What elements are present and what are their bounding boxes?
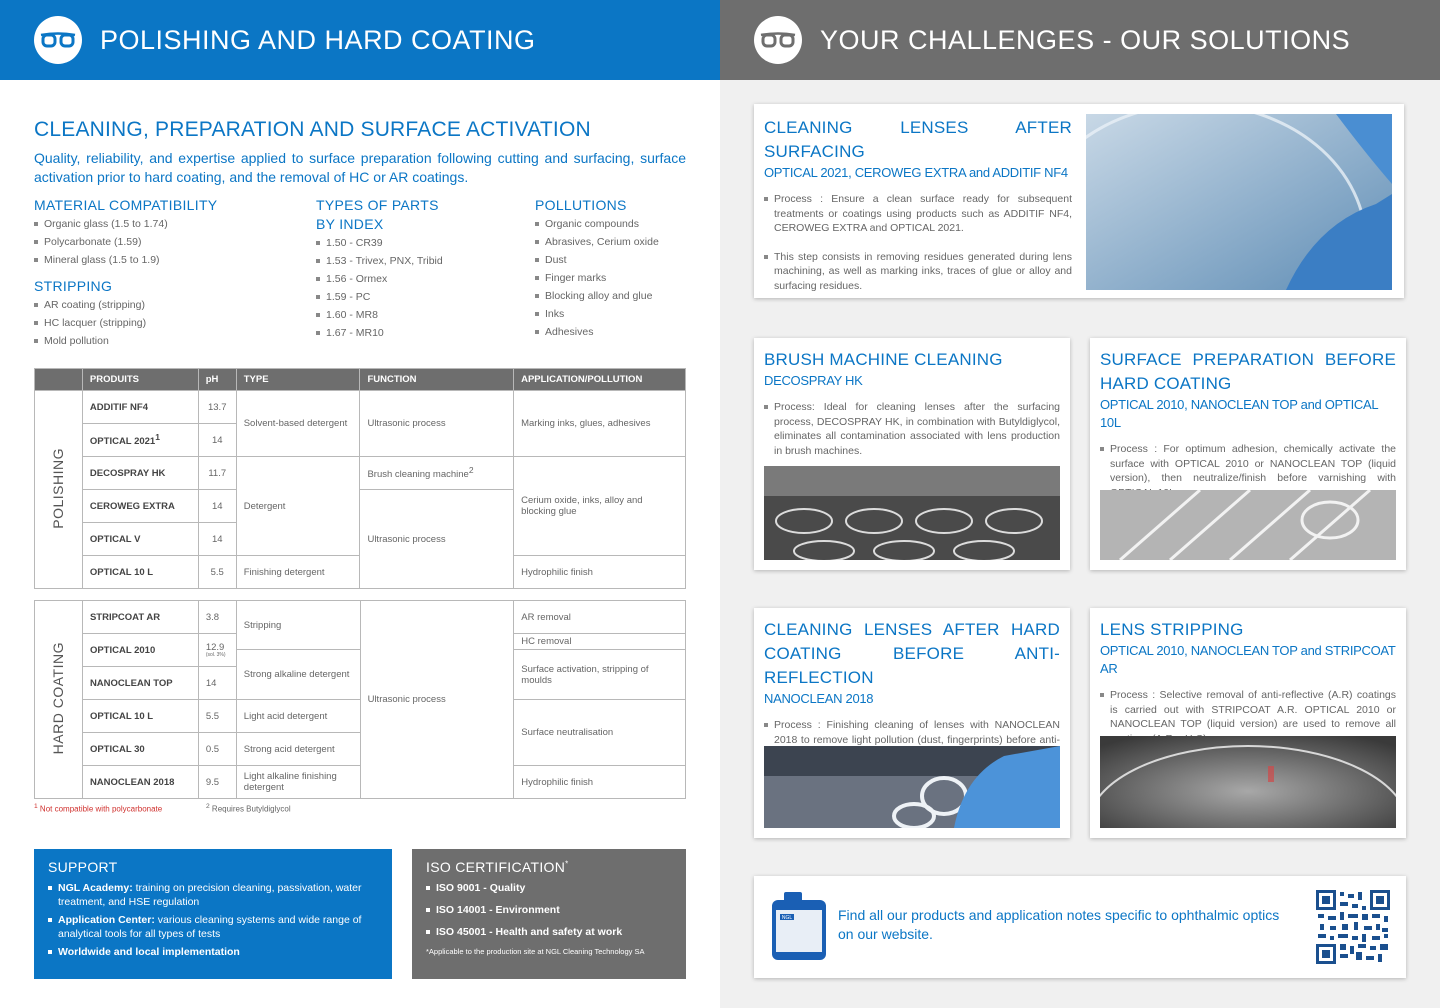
list-item: Organic glass (1.5 to 1.74) <box>34 215 284 233</box>
card-surface-prep <box>1090 338 1406 570</box>
material-section <box>34 196 284 350</box>
function-cell: Ultrasonic process <box>360 391 514 457</box>
card-title: SURFACE PREPARATION BEFORE HARD COATING <box>1100 350 1396 393</box>
stripping-title: STRIPPING <box>34 278 113 294</box>
application-cell: Surface neutralisation <box>514 700 686 766</box>
pollutions-section <box>535 196 695 341</box>
list-item: Dust <box>535 251 695 269</box>
ph-cell: 14 <box>198 667 236 700</box>
application-cell: Cerium oxide, inks, alloy and blocking glue <box>514 457 686 556</box>
type-cell: Strong alkaline detergent <box>236 650 360 700</box>
product-cell: OPTICAL 2010 <box>82 634 198 667</box>
product-cell: DECOSPRAY HK <box>82 457 198 490</box>
lens-rack-photo <box>1100 490 1396 560</box>
list-item: ISO 45001 - Health and safety at work <box>426 925 672 939</box>
table-row <box>35 700 686 733</box>
material-title: MATERIAL COMPATIBILITY <box>34 197 218 213</box>
types-title-2: BY INDEX <box>316 216 384 232</box>
card-text: Process : Finishing cleaning of lenses with NANOCLEAN 2018 to remove light pollution (dust, fingerprints) before anti- <box>764 718 1060 762</box>
lens-photo <box>1086 114 1392 290</box>
support-box <box>34 849 392 979</box>
list-item: 1.50 - CR39 <box>316 234 516 252</box>
ph-cell: 14 <box>198 424 236 457</box>
types-section <box>316 196 516 342</box>
application-cell: Marking inks, glues, adhesives <box>514 391 686 457</box>
card-title: CLEANING LENSES AFTER SURFACING <box>764 118 1072 161</box>
col-products: PRODUITS <box>82 369 198 391</box>
table-row <box>35 601 686 634</box>
ph-cell: 11.7 <box>198 457 236 490</box>
polishing-label: POLISHING <box>35 391 83 589</box>
list-item: Adhesives <box>535 323 695 341</box>
ph-cell: 0.5 <box>198 733 236 766</box>
glasses-icon <box>34 16 82 64</box>
brush-machine-photo <box>764 466 1060 560</box>
table-row <box>35 457 686 490</box>
col-type: TYPE <box>236 369 360 391</box>
card-subtitle: OPTICAL 2010, NANOCLEAN TOP and STRIPCOAT AR <box>1100 643 1396 676</box>
card-subtitle: DECOSPRAY HK <box>764 373 863 388</box>
card-lens-stripping <box>1090 608 1406 838</box>
application-cell: Hydrophilic finish <box>514 556 686 589</box>
intro-text: Quality, reliability, and expertise applied to surface preparation following cutting and surfacing, surface activation prior to hard coating, and the removal of HC or AR coatings. <box>34 150 686 185</box>
list-item: HC lacquer (stripping) <box>34 314 284 332</box>
list-item: ISO 9001 - Quality <box>426 881 672 895</box>
list-item: Finger marks <box>535 269 695 287</box>
card-title: LENS STRIPPING <box>1100 620 1244 639</box>
list-item: ISO 14001 - Environment <box>426 903 672 917</box>
type-cell: Finishing detergent <box>236 556 360 589</box>
type-cell: Strong acid detergent <box>236 733 360 766</box>
product-cell: NANOCLEAN 2018 <box>82 766 198 799</box>
function-cell: Ultrasonic process <box>360 601 514 799</box>
list-item: Abrasives, Cerium oxide <box>535 233 695 251</box>
card-text-2: This step consists in removing residues generated during lens machining, as well as marking inks, traces of glue or alloy and surfacing residues. <box>764 250 1072 294</box>
card-text: Process : For optimum adhesion, chemically activate the surface with OPTICAL 2010 or NANOCLEAN TOP (liquid version), then neutralize/finish before varnishing with <box>1100 442 1396 500</box>
table-header-row <box>35 369 686 391</box>
type-cell: Detergent <box>236 457 360 556</box>
header-right <box>720 0 1440 80</box>
application-cell: Hydrophilic finish <box>514 766 686 799</box>
type-cell: Stripping <box>236 601 360 650</box>
application-cell: HC removal <box>514 634 686 650</box>
page-title: CLEANING, PREPARATION AND SURFACE ACTIVATION <box>34 118 591 141</box>
card-brush <box>754 338 1070 570</box>
header-right-title: YOUR CHALLENGES - OUR SOLUTIONS <box>820 24 1351 55</box>
product-cell: OPTICAL 30 <box>82 733 198 766</box>
list-item: Inks <box>535 305 695 323</box>
card-text: Process: Ideal for cleaning lenses after the surfacing process, DECOSPRAY HK, in combination with Butyldiglycol, eliminates all contamination associated with lens production in brush machines. <box>764 400 1060 458</box>
canister-label: NGL <box>781 915 793 921</box>
list-item: Mold pollution <box>34 332 284 350</box>
qr-code-icon[interactable] <box>1316 890 1390 964</box>
card-after-hard-coating <box>754 608 1070 838</box>
card-surfacing <box>754 104 1404 298</box>
gloved-hand-photo <box>764 746 1060 828</box>
footnote-1: $^1$ Not compatible with polycarbonate <box>34 803 163 814</box>
support-title: SUPPORT <box>48 859 118 875</box>
header-left <box>0 0 720 80</box>
list-item: 1.60 - MR8 <box>316 306 516 324</box>
list-item: 1.59 - PC <box>316 288 516 306</box>
type-cell: Light acid detergent <box>236 700 360 733</box>
application-cell: AR removal <box>514 601 686 634</box>
function-cell: Ultrasonic process <box>360 490 514 589</box>
product-cell: OPTICAL 10 L <box>82 556 198 589</box>
list-item: Application Center: various cleaning systems and wide range of analytical tools for all types of tests <box>48 913 378 941</box>
types-title: TYPES OF PARTS <box>316 197 439 213</box>
table-row <box>35 766 686 799</box>
polishing-table <box>34 368 686 589</box>
list-item: Organic compounds <box>535 215 695 233</box>
list-item: Worldwide and local implementation <box>48 945 378 959</box>
card-text: Process : Ensure a clean surface ready for subsequent treatments or coatings using products such as ADDITIF NF4, CEROWEG EXTRA and OPTICAL 2021. <box>764 192 1072 236</box>
table-row <box>35 391 686 424</box>
application-cell: Surface activation, stripping of moulds <box>514 650 686 700</box>
list-item: NGL Academy: training on precision cleaning, passivation, water treatment, and HSE regulation <box>48 881 378 909</box>
card-title: BRUSH MACHINE CLEANING <box>764 350 1003 369</box>
canister-icon <box>770 890 828 962</box>
header-left-title: POLISHING AND HARD COATING <box>100 24 536 55</box>
pollutions-title: POLLUTIONS <box>535 197 627 213</box>
ph-cell: 14 <box>198 490 236 523</box>
product-cell: STRIPCOAT AR <box>82 601 198 634</box>
hardcoating-label: HARD COATING <box>35 601 83 799</box>
stripped-lens-photo <box>1100 736 1396 828</box>
product-cell: CEROWEG EXTRA <box>82 490 198 523</box>
ph-cell: 14 <box>198 523 236 556</box>
function-cell: Brush cleaning machine$^2$ <box>360 457 514 490</box>
ph-cell: 5.5 <box>198 556 236 589</box>
ph-cell: 3.8 <box>198 601 236 634</box>
card-title: CLEANING LENSES AFTER HARD COATING BEFORE ANTI-REFLECTION <box>764 620 1060 687</box>
list-item: 1.53 - Trivex, PNX, Tribid <box>316 252 516 270</box>
product-cell: OPTICAL 10 L <box>82 700 198 733</box>
card-subtitle: OPTICAL 2021, CEROWEG EXTRA and ADDITIF NF4 <box>764 165 1068 180</box>
ph-cell: 12.9 (sol. 3%) <box>198 634 236 667</box>
card-text: Process : Selective removal of anti-reflective (A.R) coatings is carried out with STRIPCOAT A.R. OPTICAL 2010 or NANOCLEAN TOP (liquid version) are used to remove all <box>1100 688 1396 746</box>
footnote-2: $^2$ Requires Butyldiglycol <box>206 803 291 814</box>
type-cell: Solvent-based detergent <box>236 391 360 457</box>
list-item: AR coating (stripping) <box>34 296 284 314</box>
card-subtitle: OPTICAL 2010, NANOCLEAN TOP and OPTICAL 10L <box>1100 397 1378 430</box>
website-card <box>754 876 1406 978</box>
product-cell: NANOCLEAN TOP <box>82 667 198 700</box>
ph-cell: 9.5 <box>198 766 236 799</box>
hardcoating-table <box>34 600 686 799</box>
iso-box <box>412 849 686 979</box>
glasses-icon <box>754 16 802 64</box>
type-cell: Light alkaline finishing detergent <box>236 766 360 799</box>
iso-title: ISO CERTIFICATION* <box>426 859 569 875</box>
col-application: APPLICATION/POLLUTION <box>514 369 686 391</box>
list-item: 1.56 - Ormex <box>316 270 516 288</box>
product-cell: OPTICAL V <box>82 523 198 556</box>
iso-note: *Applicable to the production site at NGL Cleaning Technology SA <box>426 947 645 956</box>
list-item: 1.67 - MR10 <box>316 324 516 342</box>
ph-cell: 5.5 <box>198 700 236 733</box>
website-text: Find all our products and application notes specific to ophthalmic optics on our website. <box>838 907 1280 942</box>
list-item: Blocking alloy and glue <box>535 287 695 305</box>
col-function: FUNCTION <box>360 369 514 391</box>
card-subtitle: NANOCLEAN 2018 <box>764 691 874 706</box>
list-item: Polycarbonate (1.59) <box>34 233 284 251</box>
ph-cell: 13.7 <box>198 391 236 424</box>
list-item: Mineral glass (1.5 to 1.9) <box>34 251 284 269</box>
product-cell: ADDITIF NF4 <box>82 391 198 424</box>
product-cell: OPTICAL 2021$^1$ <box>82 424 198 457</box>
col-ph: pH <box>198 369 236 391</box>
